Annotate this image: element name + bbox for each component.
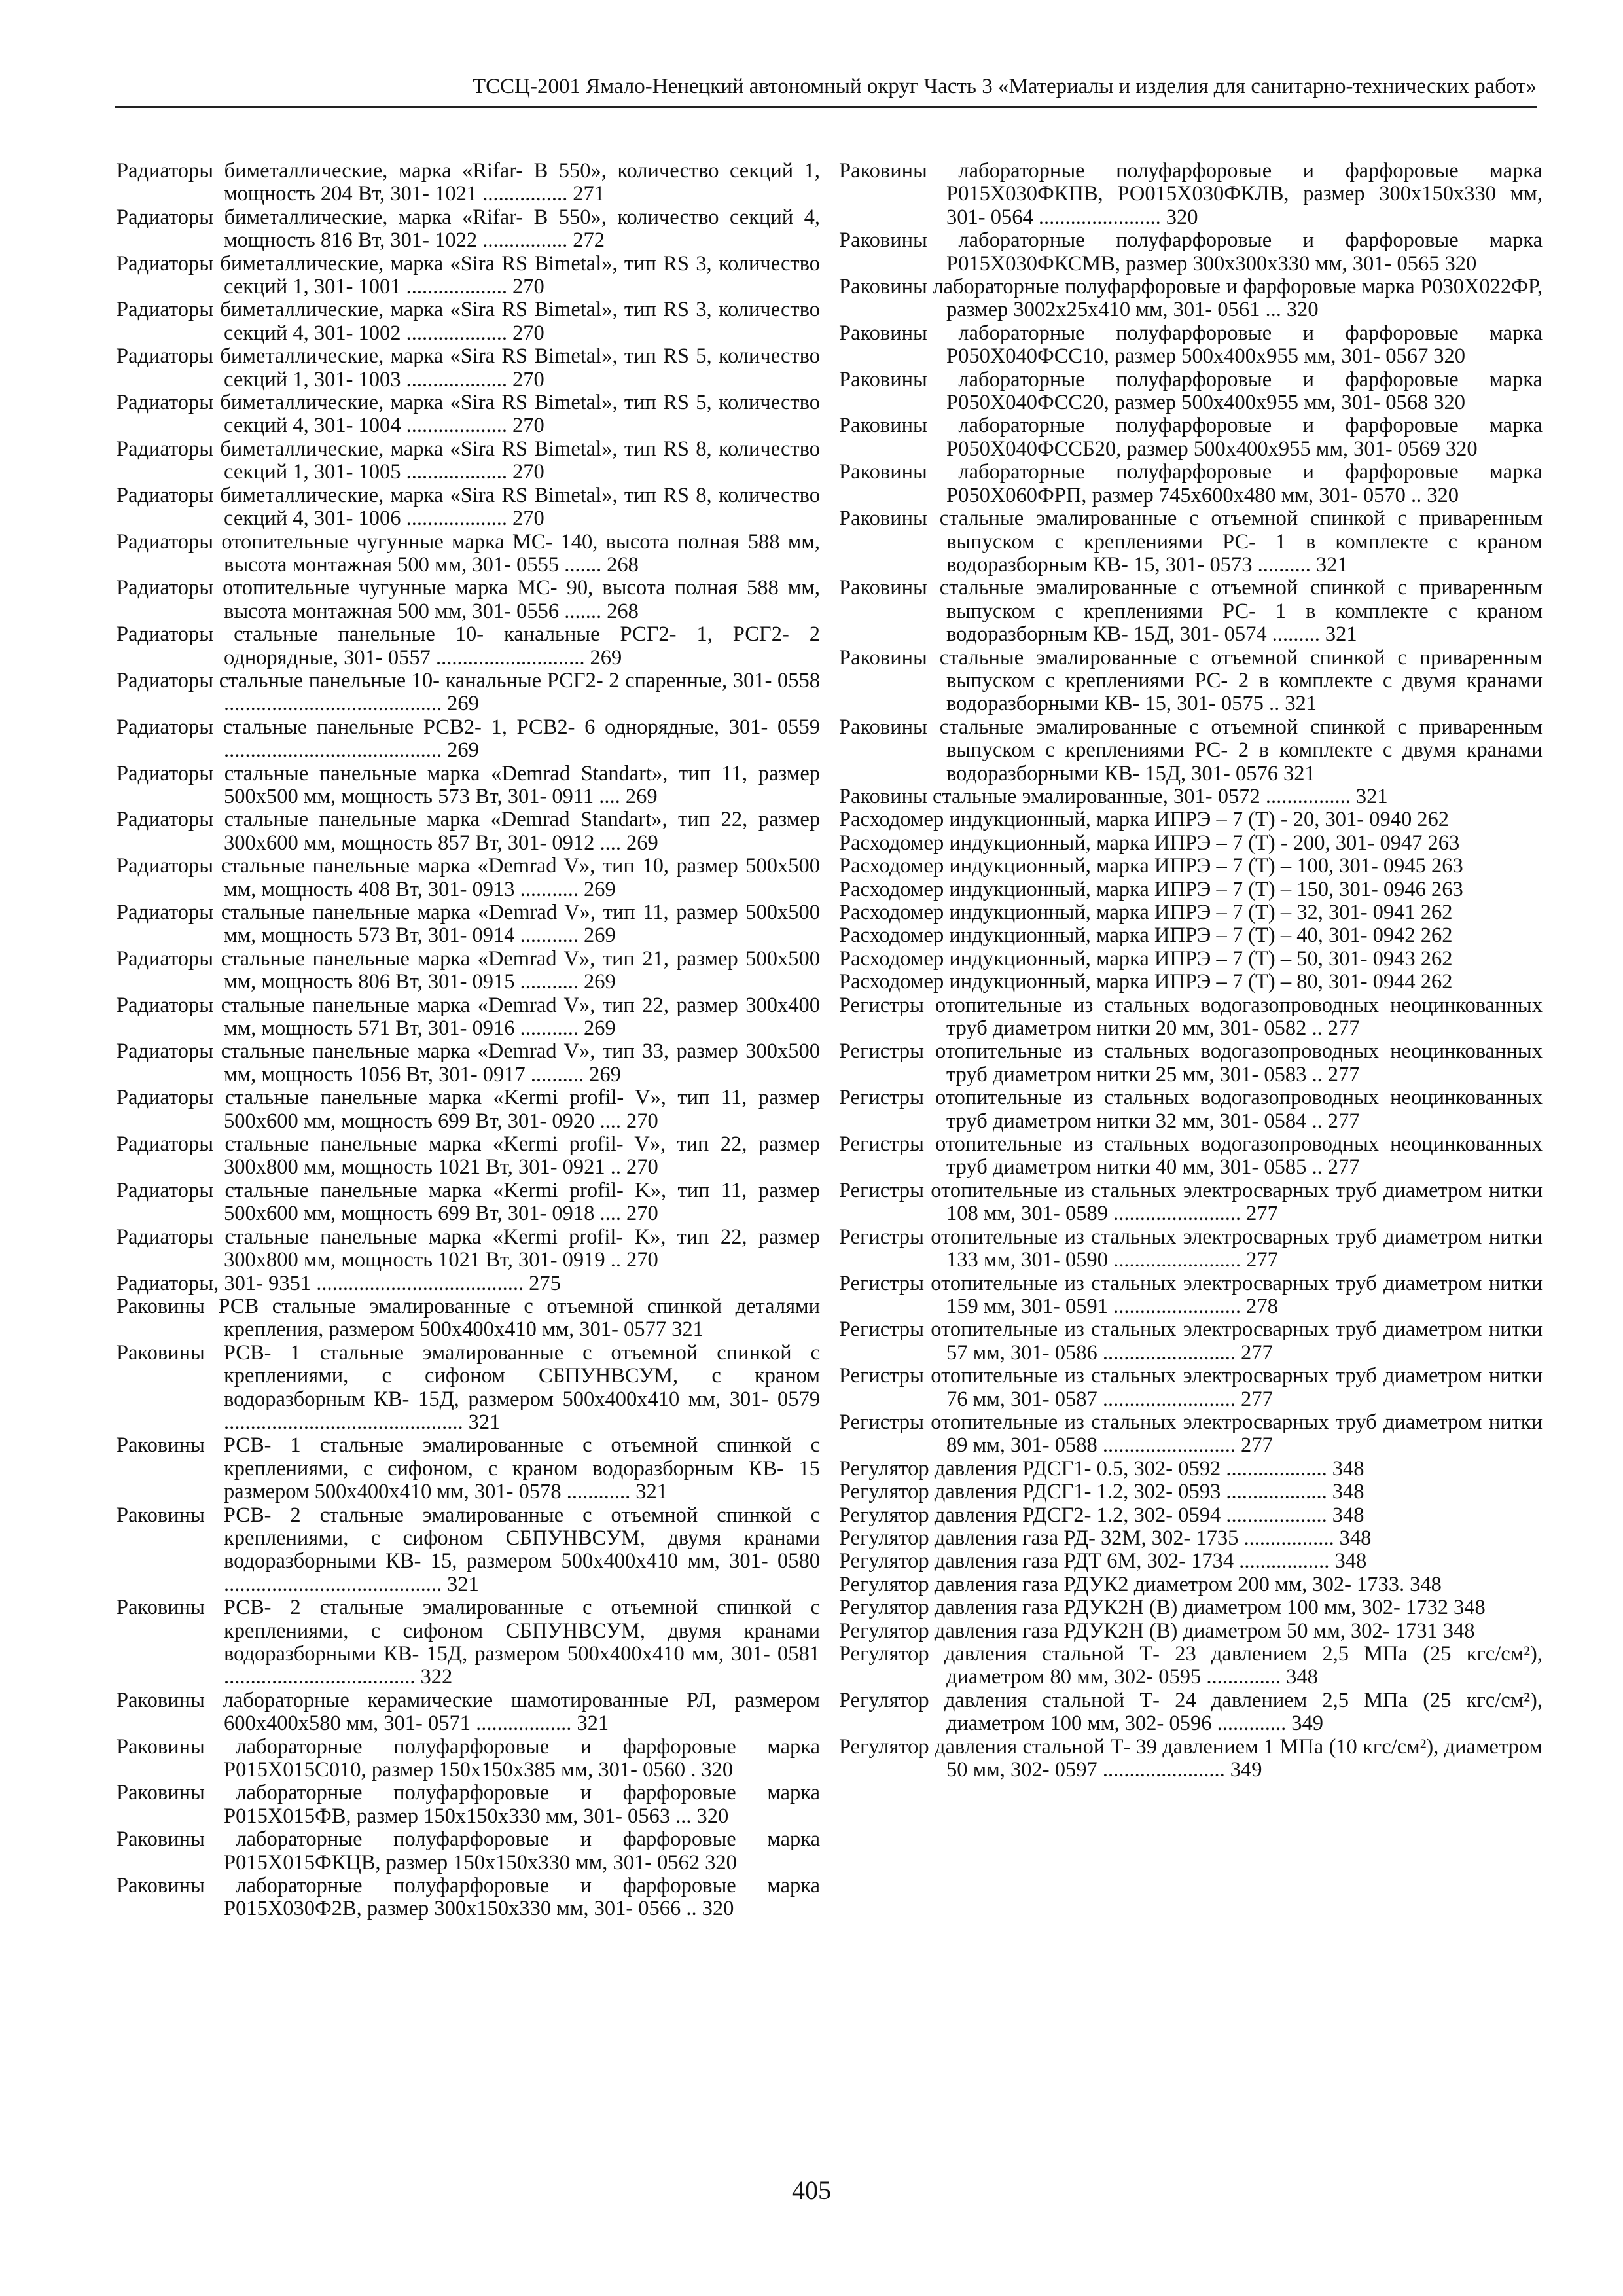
index-entry	[116, 1086, 820, 1133]
index-entry	[839, 1596, 1543, 1619]
entry-page-ref: 320	[701, 1758, 734, 1782]
index-entry	[116, 1689, 820, 1736]
entry-page-ref: 320	[1433, 391, 1465, 415]
index-entry	[839, 716, 1543, 785]
entry-page-ref: 348	[1453, 1596, 1486, 1620]
entry-page-ref: 270	[512, 367, 544, 391]
index-entry	[839, 507, 1543, 577]
entry-page-ref: 270	[512, 507, 544, 531]
entry-page-ref: 277	[1246, 1202, 1278, 1226]
entry-page-ref: 320	[1166, 205, 1198, 229]
entry-text: Регулятор давления РДСГ2- 1.2, 302- 0594 ...................	[839, 1503, 1327, 1527]
entry-text: Раковины РСВ- 1 стальные эмалированные с отъемной спинкой с креплениями, с сифоном, с краном водоразборным КВ- 15 размером 500х400х410 мм, 301- 0578 ............	[116, 1433, 820, 1504]
index-entry	[839, 1736, 1543, 1782]
entry-page-ref: 270	[512, 321, 544, 345]
entry-page-ref: 268	[607, 599, 639, 623]
entry-page-ref: 277	[1327, 1155, 1360, 1179]
entry-text: Раковины РСВ- 2 стальные эмалированные с отъемной спинкой с креплениями, с сифоном СБПУНВСУМ, двумя кранами водоразборными КВ- 15Д, размером 500х400х410 мм, 301- 0581 ....................................	[116, 1596, 820, 1689]
entry-page-ref: 321	[1325, 622, 1357, 647]
entry-page-ref: 270	[626, 1248, 658, 1272]
index-entry	[839, 1689, 1543, 1736]
entry-page-ref: 277	[1240, 1433, 1273, 1458]
index-entry	[116, 1874, 820, 1921]
entry-text: Расходомер индукционный, марка ИПРЭ – 7 (Т) – 40, 301- 0942	[839, 924, 1416, 948]
index-entry	[839, 1365, 1543, 1411]
entry-text: Раковины лабораторные полуфарфоровые и фарфоровые марка Р015Х015С010, размер 150х150х385 мм, 301- 0560 .	[116, 1734, 820, 1782]
index-entry	[116, 716, 820, 762]
index-entry	[116, 1434, 820, 1503]
index-entry	[839, 229, 1543, 276]
right-column	[839, 160, 1543, 1782]
entry-text: Регистры отопительные из стальных электросварных труб диаметром нитки 57 мм, 301- 0586 .........................	[839, 1318, 1543, 1365]
entry-text: Раковины лабораторные полуфарфоровые и фарфоровые марка Р015Х030ФКПВ, РО015Х030ФКЛВ, размер 300х150х330 мм, 301- 0564 .......................	[839, 159, 1543, 229]
index-entry	[116, 670, 820, 716]
entry-text: Раковины РСВ стальные эмалированные с отъемной спинкой деталями крепления, размером 500х400х410 мм, 301- 0577	[116, 1294, 820, 1342]
index-entry	[839, 368, 1543, 415]
entry-page-ref: 321	[577, 1712, 609, 1736]
entry-text: Радиаторы биметаллические, марка «Rifar- B 550», количество секций 4, мощность 816 Вт, 301- 1022 ................	[116, 205, 820, 253]
entry-page-ref: 277	[1240, 1340, 1273, 1365]
entry-page-ref: 262	[1420, 901, 1453, 924]
index-entry	[116, 994, 820, 1041]
entry-text: Радиаторы стальные панельные 10- канальные РСГ2- 2 спаренные, 301- 0558 .........................................	[116, 668, 820, 716]
entry-text: Раковины стальные эмалированные с отъемной спинкой с приваренным выпуском с креплениями РС- 2 в комплекте с двумя кранами водоразборными КВ- 15, 301- 0575 ..	[839, 645, 1543, 716]
entry-text: Радиаторы стальные панельные марка «Demrad V», тип 21, размер 500х500 мм, мощность 806 Вт, 301- 0915 ...........	[116, 946, 820, 994]
entry-text: Раковины лабораторные керамические шамотированные РЛ, размером 600х400х580 мм, 301- 0571 ..................	[116, 1688, 820, 1736]
entry-text: Регулятор давления стальной Т- 23 давлением 2,5 МПа (25 кгс/см²), диаметром 80 мм, 302- 0595 ..............	[839, 1642, 1543, 1689]
entry-text: Радиаторы стальные панельные марка «Kermi profil- K», тип 11, размер 500х600 мм, мощность 699 Вт, 301- 0918 ....	[116, 1178, 820, 1226]
entry-text: Регистры отопительные из стальных электросварных труб диаметром нитки 159 мм, 301- 0591 ........................	[839, 1271, 1543, 1318]
entry-text: Радиаторы стальные панельные 10- канальные РСГ2- 1, РСГ2- 2 однорядные, 301- 0557 ............................	[116, 622, 820, 670]
entry-page-ref: 270	[512, 275, 544, 299]
entry-page-ref: 272	[573, 228, 605, 253]
index-entry	[116, 1295, 820, 1342]
entry-text: Радиаторы биметаллические, марка «Sira RS Bimetal», тип RS 5, количество секций 4, 301- 1004 ...................	[116, 391, 820, 438]
index-entry	[839, 1133, 1543, 1179]
index-entry	[839, 1226, 1543, 1272]
entry-page-ref: 270	[626, 1202, 658, 1226]
index-entry	[116, 206, 820, 253]
entry-page-ref: 320	[1427, 483, 1459, 507]
entry-page-ref: 320	[1286, 298, 1319, 322]
entry-page-ref: 348	[1442, 1619, 1475, 1643]
entry-page-ref: 269	[625, 784, 658, 808]
entry-text: Радиаторы стальные панельные марка «Demrad V», тип 10, размер 500х500 мм, мощность 408 Вт, 301- 0913 ...........	[116, 854, 820, 901]
index-entry	[839, 1527, 1543, 1550]
entry-text: Регулятор давления РДСГ1- 0.5, 302- 0592 ...................	[839, 1456, 1327, 1480]
index-entry	[116, 298, 820, 345]
entry-text: Регистры отопительные из стальных водогазопроводных неоцинкованных труб диаметром нитки 40 мм, 301- 0585 ..	[839, 1132, 1543, 1179]
entry-page-ref: 321	[1285, 692, 1317, 716]
index-entry	[116, 1828, 820, 1874]
index-entry	[116, 345, 820, 391]
entry-page-ref: 270	[512, 414, 544, 438]
entry-text: Регистры отопительные из стальных электросварных труб диаметром нитки 133 мм, 301- 0590 ........................	[839, 1225, 1543, 1272]
entry-page-ref: 348	[1334, 1549, 1367, 1573]
entry-text: Радиаторы, 301- 9351 .......................................	[116, 1271, 524, 1295]
index-entry	[116, 438, 820, 484]
entry-text: Регистры отопительные из стальных водогазопроводных неоцинкованных труб диаметром нитки 25 мм, 301- 0583 ..	[839, 1039, 1543, 1086]
entry-page-ref: 269	[584, 1016, 616, 1041]
entry-page-ref: 321	[1315, 552, 1348, 577]
index-entry	[116, 623, 820, 670]
entry-page-ref: 262	[1420, 924, 1453, 948]
index-entry	[839, 994, 1543, 1041]
entry-text: Регулятор давления газа РДУК2Н (В) диаметром 100 мм, 302- 1732	[839, 1596, 1448, 1620]
index-entry	[116, 1272, 820, 1295]
entry-text: Раковины стальные эмалированные, 301- 0572 ................	[839, 784, 1351, 808]
index-entry	[839, 1480, 1543, 1503]
entry-page-ref: 348	[1332, 1456, 1364, 1480]
entry-text: Регулятор давления газа РДУК2Н (В) диаметром 50 мм, 302- 1731	[839, 1619, 1438, 1643]
entry-text: Радиаторы стальные панельные марка «Kermi profil- V», тип 11, размер 500х600 мм, мощность 699 Вт, 301- 0920 ....	[116, 1086, 820, 1133]
index-entry	[116, 391, 820, 438]
entry-page-ref: 262	[1420, 946, 1453, 971]
index-entry	[116, 901, 820, 948]
index-entry	[839, 1411, 1543, 1458]
entry-text: Радиаторы биметаллические, марка «Sira RS Bimetal», тип RS 8, количество секций 1, 301- 1005 ...................	[116, 437, 820, 484]
entry-text: Радиаторы стальные панельные марка «Demrad V», тип 22, размер 300х400 мм, мощность 571 Вт, 301- 0916 ...........	[116, 993, 820, 1041]
index-entry	[839, 160, 1543, 229]
index-entry	[839, 785, 1543, 808]
entry-text: Раковины лабораторные полуфарфоровые и фарфоровые марка Р015Х015ФКЦВ, размер 150х150х330 мм, 301- 0562	[116, 1827, 820, 1874]
entry-text: Регистры отопительные из стальных электросварных труб диаметром нитки 89 мм, 301- 0588 .........................	[839, 1410, 1543, 1458]
index-entry	[839, 577, 1543, 646]
entry-page-ref: 262	[1417, 808, 1449, 832]
entry-page-ref: 321	[1355, 784, 1388, 808]
entry-text: Раковины лабораторные полуфарфоровые и фарфоровые марка Р015Х015ФВ, размер 150х150х330 мм, 301- 0563 ...	[116, 1781, 820, 1828]
entry-page-ref: 320	[696, 1804, 729, 1828]
entry-text: Регистры отопительные из стальных электросварных труб диаметром нитки 76 мм, 301- 0587 .........................	[839, 1364, 1543, 1411]
entry-page-ref: 270	[626, 1109, 658, 1133]
entry-page-ref: 322	[420, 1665, 453, 1689]
entry-text: Раковины лабораторные полуфарфоровые и фарфоровые марка Р050Х060ФРП, размер 745х600х480 мм, 301- 0570 ..	[839, 460, 1543, 507]
entry-text: Радиаторы отопительные чугунные марка МС- 90, высота полная 588 мм, высота монтажная 500 мм, 301- 0556 .......	[116, 576, 820, 623]
entry-text: Регулятор давления газа РДУК2 диаметром 200 мм, 302- 1733.	[839, 1572, 1405, 1596]
entry-page-ref: 348	[1286, 1665, 1318, 1689]
entry-text: Радиаторы стальные панельные марка «Kermi profil- V», тип 22, размер 300х800 мм, мощность 1021 Вт, 301- 0921 ..	[116, 1132, 820, 1179]
index-entry	[839, 855, 1543, 878]
index-entry	[116, 1782, 820, 1828]
entry-page-ref: 277	[1240, 1387, 1273, 1411]
entry-text: Раковины лабораторные полуфарфоровые и фарфоровые марка Р015Х030ФКСМВ, размер 300х300х330 мм, 301- 0565	[839, 228, 1543, 276]
entry-text: Регулятор давления газа РДТ 6М, 302- 1734 .................	[839, 1549, 1330, 1573]
entry-text: Радиаторы стальные панельные марка «Demrad V», тип 33, размер 300х500 мм, мощность 1056 Вт, 301- 0917 ..........	[116, 1039, 820, 1086]
index-entry	[839, 1620, 1543, 1643]
entry-page-ref: 349	[1230, 1758, 1262, 1782]
entry-page-ref: 348	[1332, 1503, 1364, 1527]
entry-page-ref: 269	[626, 831, 658, 855]
entry-text: Раковины лабораторные полуфарфоровые и фарфоровые марка Р050Х040ФСС10, размер 500х400х955 мм, 301- 0567	[839, 321, 1543, 368]
entry-text: Раковины стальные эмалированные с отъемной спинкой с приваренным выпуском с креплениями РС- 1 в комплекте с краном водоразборным КВ- 15Д, 301- 0574 .........	[839, 576, 1543, 647]
entry-page-ref: 270	[626, 1155, 658, 1179]
entry-page-ref: 268	[607, 552, 639, 577]
entry-page-ref: 320	[702, 1897, 734, 1921]
entry-text: Радиаторы биметаллические, марка «Sira RS Bimetal», тип RS 5, количество секций 1, 301- 1003 ...................	[116, 344, 820, 391]
entry-text: Раковины стальные эмалированные с отъемной спинкой с приваренным выпуском с креплениями РС- 2 в комплекте с двумя кранами водоразборными КВ- 15Д, 301- 0576	[839, 715, 1543, 785]
index-entry	[839, 1458, 1543, 1480]
entry-page-ref: 263	[1427, 831, 1460, 855]
entry-page-ref: 349	[1291, 1712, 1323, 1736]
entry-page-ref: 269	[447, 692, 479, 716]
index-entry	[839, 1318, 1543, 1365]
entry-text: Радиаторы биметаллические, марка «Rifar- B 550», количество секций 1, мощность 204 Вт, 301- 1021 ................	[116, 159, 820, 206]
entry-text: Регулятор давления стальной Т- 39 давлением 1 МПа (10 кгс/см²), диаметром 50 мм, 302- 0597 .......................	[839, 1734, 1543, 1782]
entry-text: Регистры отопительные из стальных водогазопроводных неоцинкованных труб диаметром нитки 20 мм, 301- 0582 ..	[839, 993, 1543, 1041]
entry-text: Регулятор давления газа РД- 32М, 302- 1735 .................	[839, 1526, 1334, 1550]
entry-page-ref: 269	[584, 924, 616, 948]
entry-page-ref: 277	[1246, 1248, 1278, 1272]
entry-text: Радиаторы стальные панельные марка «Demrad V», тип 11, размер 500х500 мм, мощность 573 Вт, 301- 0914 ...........	[116, 901, 820, 948]
index-entry	[839, 647, 1543, 716]
entry-page-ref: 320	[1444, 251, 1477, 276]
header-rule	[115, 106, 1537, 108]
index-entry	[116, 1342, 820, 1435]
entry-text: Регулятор давления РДСГ1- 1.2, 302- 0593 ...................	[839, 1480, 1327, 1504]
entry-page-ref: 278	[1246, 1294, 1278, 1318]
entry-page-ref: 269	[447, 738, 479, 762]
entry-text: Раковины лабораторные полуфарфоровые и фарфоровые марка Р050Х040ФССБ20, размер 500х400х955 мм, 301- 0569	[839, 414, 1543, 461]
entry-page-ref: 269	[590, 645, 622, 670]
index-entry	[839, 901, 1543, 924]
index-entry	[116, 1133, 820, 1179]
entry-page-ref: 321	[1283, 761, 1315, 785]
entry-page-ref: 270	[512, 460, 544, 484]
index-entry	[116, 531, 820, 577]
entry-page-ref: 277	[1327, 1109, 1360, 1133]
entry-text: Радиаторы стальные панельные марка «Kermi profil- K», тип 22, размер 300х800 мм, мощность 1021 Вт, 301- 0919 ..	[116, 1225, 820, 1272]
index-entry	[116, 948, 820, 994]
index-entry	[116, 1040, 820, 1086]
entry-page-ref: 269	[584, 970, 616, 994]
index-entry	[116, 1596, 820, 1689]
index-entry	[839, 322, 1543, 368]
entry-text: Радиаторы биметаллические, марка «Sira RS Bimetal», тип RS 3, количество секций 4, 301- 1002 ...................	[116, 298, 820, 345]
entry-text: Раковины лабораторные полуфарфоровые и фарфоровые марка Р050Х040ФСС20, размер 500х400х955 мм, 301- 0568	[839, 367, 1543, 415]
index-entry	[116, 577, 820, 623]
index-entry	[116, 484, 820, 531]
index-entry	[116, 253, 820, 299]
entry-text: Расходомер индукционный, марка ИПРЭ – 7 (Т) - 200, 301- 0947	[839, 831, 1423, 855]
entry-text: Радиаторы стальные панельные РСВ2- 1, РСВ2- 6 однорядные, 301- 0559 .........................................	[116, 715, 820, 762]
entry-text: Расходомер индукционный, марка ИПРЭ – 7 (Т) – 100, 301- 0945	[839, 854, 1426, 878]
entry-page-ref: 271	[573, 182, 605, 206]
left-column	[116, 160, 820, 1921]
entry-text: Расходомер индукционный, марка ИПРЭ – 7 (Т) – 150, 301- 0946	[839, 877, 1426, 901]
entry-text: Раковины РСВ- 1 стальные эмалированные с отъемной спинкой с креплениями, с сифоном СБПУНВСУМ, с краном водоразборным КВ- 15Д, размером 500х400х410 мм, 301- 0579 .............................................	[116, 1340, 820, 1434]
index-entry	[116, 1179, 820, 1226]
entry-page-ref: 269	[584, 877, 616, 901]
entry-text: Регистры отопительные из стальных электросварных труб диаметром нитки 108 мм, 301- 0589 ........................	[839, 1178, 1543, 1226]
index-entry	[839, 414, 1543, 461]
entry-text: Регулятор давления стальной Т- 24 давлением 2,5 МПа (25 кгс/см²), диаметром 100 мм, 302- 0596 .............	[839, 1688, 1543, 1736]
entry-text: Раковины лабораторные полуфарфоровые и фарфоровые марка Р030Х022ФР, размер 3002х25х410 мм, 301- 0561 ...	[839, 275, 1543, 322]
entry-page-ref: 348	[1332, 1480, 1364, 1504]
entry-page-ref: 320	[1445, 437, 1478, 461]
entry-text: Радиаторы стальные панельные марка «Demrad Standart», тип 11, размер 500х500 мм, мощность 573 Вт, 301- 0911 ....	[116, 761, 820, 808]
index-entry	[116, 808, 820, 855]
index-entry	[839, 276, 1543, 322]
index-entry	[116, 160, 820, 206]
entry-page-ref: 320	[705, 1850, 737, 1874]
index-entry	[839, 878, 1543, 901]
entry-page-ref: 348	[1410, 1572, 1442, 1596]
entry-page-ref: 321	[468, 1410, 501, 1434]
index-entry	[839, 1504, 1543, 1527]
entry-page-ref: 262	[1420, 970, 1453, 994]
entry-text: Регистры отопительные из стальных водогазопроводных неоцинкованных труб диаметром нитки 32 мм, 301- 0584 ..	[839, 1086, 1543, 1133]
entry-page-ref: 275	[529, 1271, 561, 1295]
entry-page-ref: 348	[1339, 1526, 1372, 1550]
index-entry	[839, 1086, 1543, 1133]
entry-text: Раковины лабораторные полуфарфоровые и фарфоровые марка Р015Х030Ф2В, размер 300х150х330 мм, 301- 0566 ..	[116, 1874, 820, 1921]
index-entry	[839, 948, 1543, 971]
entry-page-ref: 269	[589, 1062, 621, 1086]
index-entry	[839, 1272, 1543, 1319]
entry-text: Раковины стальные эмалированные с отъемной спинкой с приваренным выпуском с креплениями РС- 1 в комплекте с краном водоразборным КВ- 15, 301- 0573 ..........	[839, 507, 1543, 577]
running-header: ТССЦ-2001 Ямало-Ненецкий автономный округ Часть 3 «Материалы и изделия для санитарно-технических работ»	[472, 75, 1537, 98]
index-entry	[839, 1550, 1543, 1573]
entry-text: Расходомер индукционный, марка ИПРЭ – 7 (Т) – 50, 301- 0943	[839, 946, 1416, 971]
entry-page-ref: 277	[1327, 1062, 1360, 1086]
index-entry	[839, 1179, 1543, 1226]
entry-text: Радиаторы стальные панельные марка «Demrad Standart», тип 22, размер 300х600 мм, мощность 857 Вт, 301- 0912 ....	[116, 808, 820, 855]
index-entry	[116, 762, 820, 809]
index-entry	[839, 832, 1543, 855]
entry-text: Радиаторы биметаллические, марка «Sira RS Bimetal», тип RS 3, количество секций 1, 301- 1001 ...................	[116, 251, 820, 299]
index-entry	[116, 855, 820, 901]
entry-text: Расходомер индукционный, марка ИПРЭ – 7 (Т) - 20, 301- 0940	[839, 808, 1412, 832]
index-entry	[116, 1504, 820, 1597]
entry-page-ref: 321	[671, 1318, 704, 1342]
entry-page-ref: 320	[1433, 344, 1465, 368]
entry-page-ref: 263	[1431, 854, 1463, 878]
entry-text: Раковины РСВ- 2 стальные эмалированные с отъемной спинкой с креплениями, с сифоном СБПУНВСУМ, двумя кранами водоразборными КВ- 15, размером 500х400х410 мм, 301- 0580 .........................................	[116, 1503, 820, 1596]
entry-text: Радиаторы отопительные чугунные марка МС- 140, высота полная 588 мм, высота монтажная 500 мм, 301- 0555 .......	[116, 529, 820, 577]
index-entry	[839, 924, 1543, 947]
entry-text: Радиаторы биметаллические, марка «Sira RS Bimetal», тип RS 8, количество секций 4, 301- 1006 ...................	[116, 483, 820, 531]
index-entry	[839, 971, 1543, 994]
index-entry	[839, 1040, 1543, 1086]
page-number: 405	[792, 2176, 831, 2205]
entry-text: Расходомер индукционный, марка ИПРЭ – 7 (Т) – 32, 301- 0941	[839, 901, 1416, 924]
entry-page-ref: 263	[1431, 877, 1463, 901]
entry-text: Расходомер индукционный, марка ИПРЭ – 7 (Т) – 80, 301- 0944	[839, 970, 1416, 994]
index-entry	[839, 1573, 1543, 1596]
index-entry	[839, 461, 1543, 507]
entry-page-ref: 277	[1327, 1016, 1360, 1041]
entry-page-ref: 321	[635, 1480, 668, 1504]
entry-page-ref: 321	[447, 1572, 479, 1596]
index-entry	[116, 1736, 820, 1782]
index-entry	[839, 808, 1543, 831]
index-entry	[116, 1226, 820, 1272]
index-entry	[839, 1643, 1543, 1689]
